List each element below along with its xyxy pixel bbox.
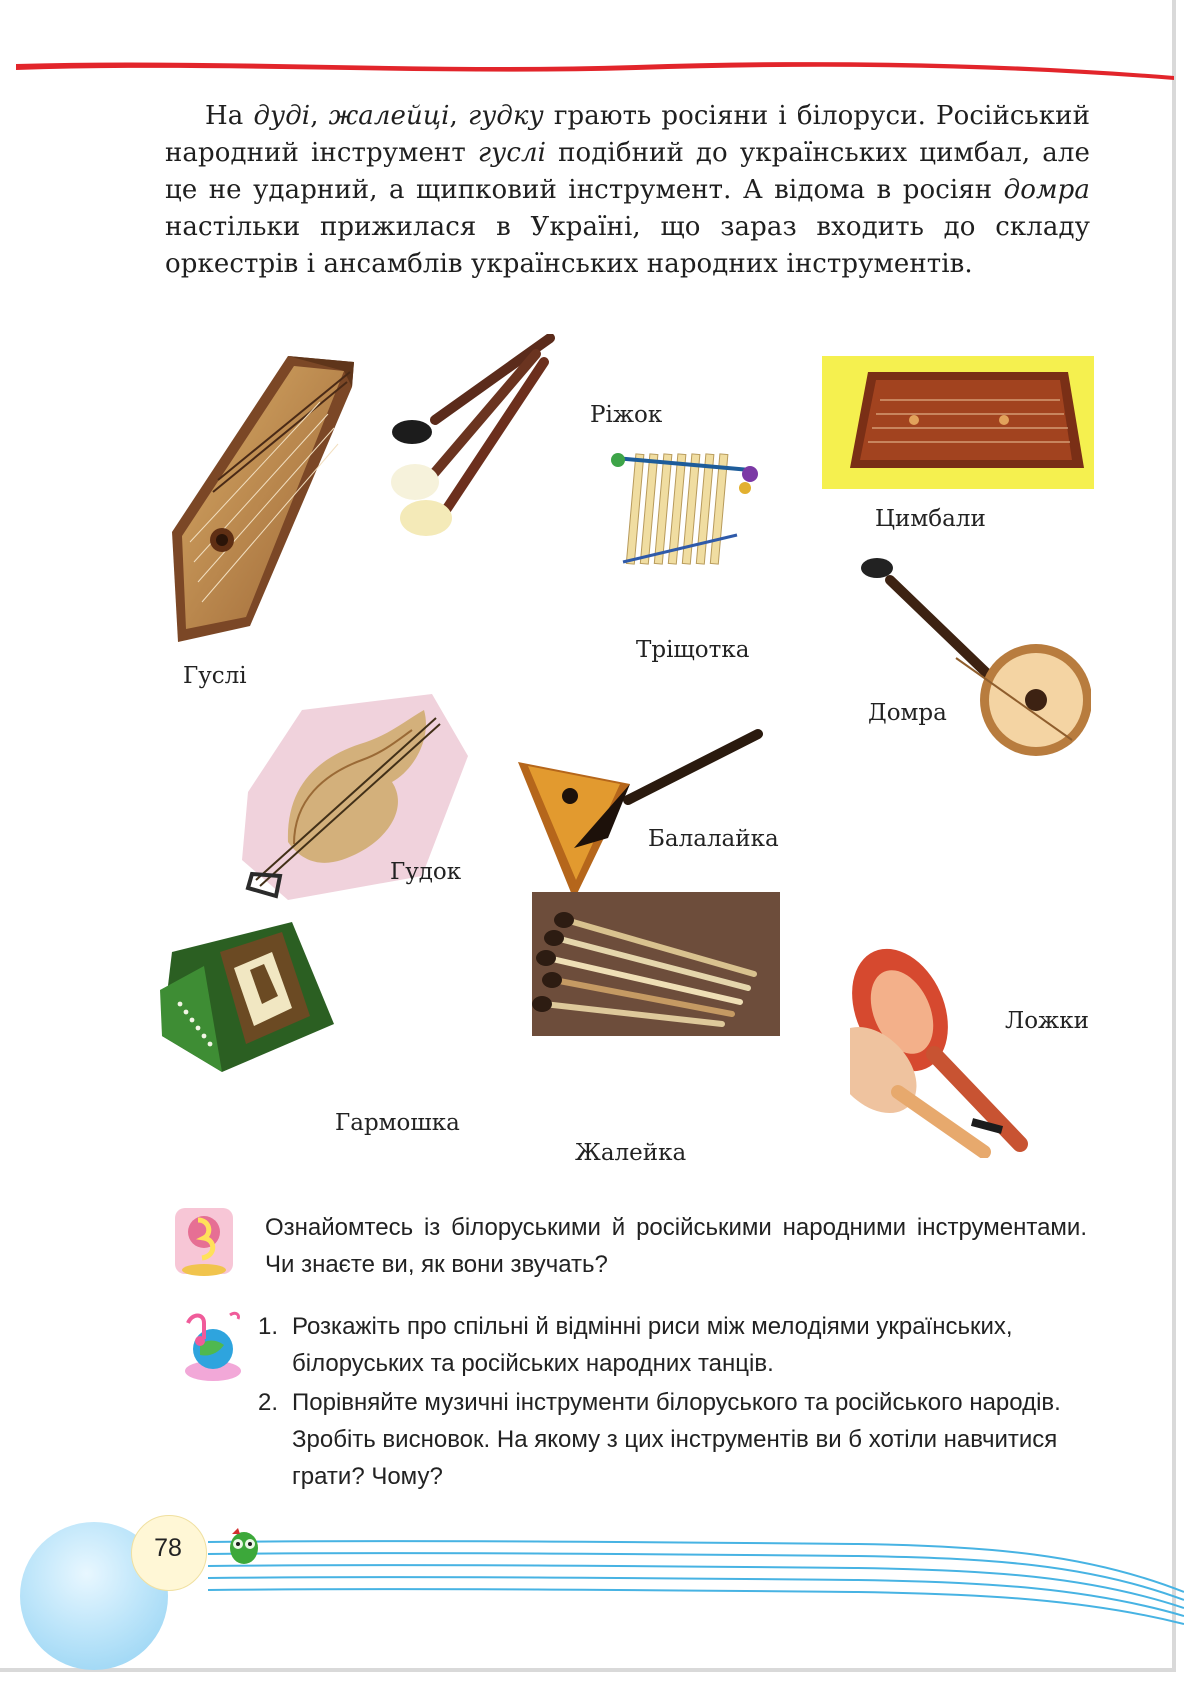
caption-tsymbaly: Цимбали — [875, 506, 986, 532]
question-number: 2. — [257, 1389, 278, 1416]
term-domra: домра — [1003, 175, 1090, 205]
owl-icon — [222, 1524, 266, 1568]
paragraph-text: настільки прижилася в Україні, що зараз входить до складу оркестрів і ансамблів українських народних інструментів. — [165, 212, 1090, 279]
question-number: 1. — [257, 1313, 278, 1340]
questions-task-icon — [170, 1305, 256, 1387]
caption-domra: Домра — [868, 700, 947, 726]
tsymbaly-image — [822, 356, 1094, 489]
paragraph-separator: , — [310, 101, 329, 131]
paragraph-separator: , — [449, 101, 468, 131]
caption-rizhok: Ріжок — [590, 402, 663, 428]
listen-task-text: Ознайомтесь із білоруськими й російськими народними інструментами. Чи знаєте ви, як вони звучать? — [265, 1214, 1087, 1278]
caption-trishchotka: Тріщотка — [636, 637, 750, 663]
question-item-2 — [250, 1384, 1088, 1495]
music-staff-decoration — [208, 1532, 1184, 1627]
paragraph-text: грають росіяни і білоруси. Російський народний інструмент — [165, 101, 1091, 168]
caption-gusli: Гуслі — [183, 663, 247, 689]
balalaika-image — [518, 728, 770, 903]
trishchotka-image — [605, 440, 767, 580]
caption-harmoshka: Гармошка — [335, 1110, 460, 1136]
top-red-band — [16, 54, 1174, 82]
caption-balalaika: Балалайка — [648, 826, 779, 852]
term-zhaleika: жалейці — [328, 101, 450, 131]
intro-paragraph — [165, 98, 1090, 283]
question-text: Розкажіть про спільні й відмінні риси між мелодіями українських, білоруських та російських народних танців. — [292, 1313, 1013, 1377]
question-item-1 — [250, 1308, 1088, 1382]
gusli-image — [168, 352, 358, 647]
term-gusli: гуслі — [477, 138, 547, 168]
caption-zhaleika: Жалейка — [575, 1140, 687, 1166]
question-text: Порівняйте музичні інструменти білоруського та російського народів. Зробіть висновок. На якому з цих інструментів ви б хотіли навчитися грати? Чому? — [292, 1389, 1061, 1490]
harmoshka-image — [150, 912, 340, 1077]
caption-gudok: Гудок — [390, 859, 462, 885]
rizhok-image — [390, 334, 560, 542]
paragraph-text: подібний до українських цимбал, але це не ударний, а щипковий інструмент. А відома в росіян — [165, 138, 1090, 205]
caption-lozhky: Ложки — [1005, 1008, 1089, 1034]
zhaleika-image — [532, 892, 780, 1036]
listen-task-icon — [170, 1204, 238, 1280]
lozhky-image — [850, 922, 1070, 1158]
domra-image — [846, 550, 1091, 762]
term-duda: дуді — [253, 101, 311, 131]
paragraph-text: На — [205, 101, 254, 131]
term-gudok: гудку — [467, 101, 544, 131]
page-number: 78 — [154, 1534, 182, 1562]
